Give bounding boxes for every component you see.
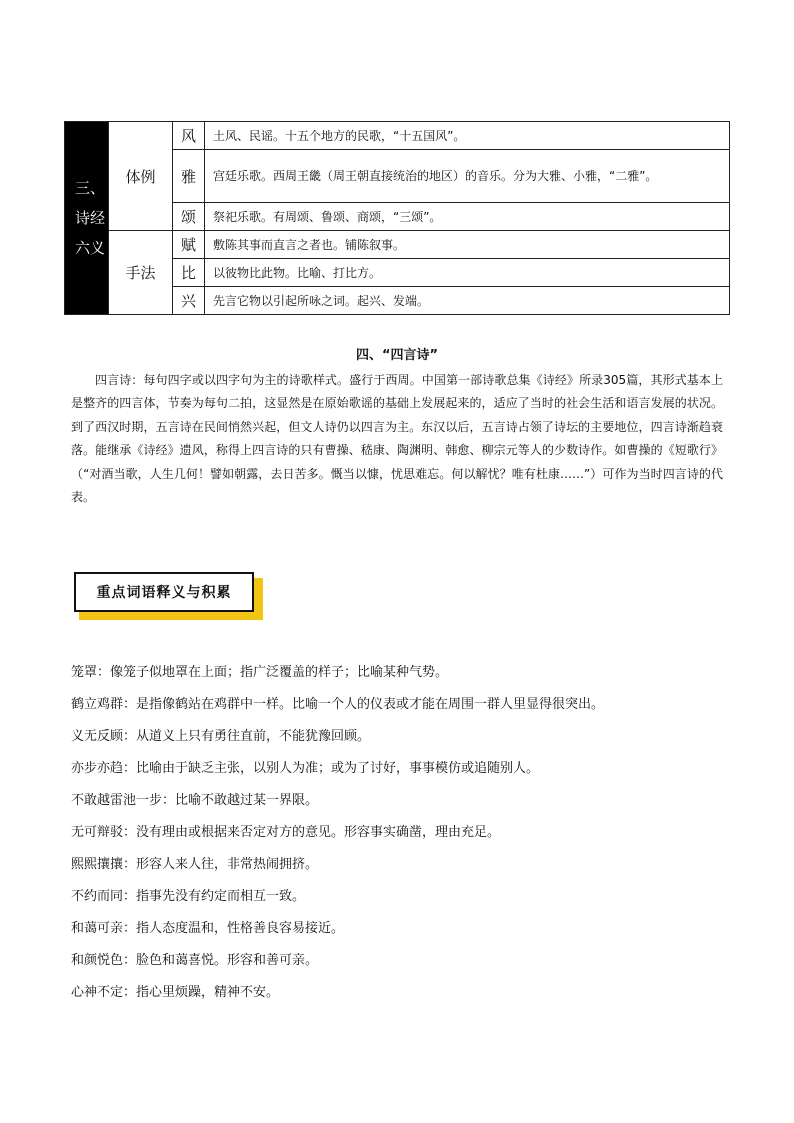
list-item: 不约而同：指事先没有约定而相互一致。 [71, 889, 306, 904]
row-desc: 以彼物比此物。比喻、打比方。 [205, 259, 730, 287]
row-key: 赋 [173, 231, 205, 259]
vocabulary-list [71, 661, 731, 1013]
row-key: 雅 [173, 150, 205, 203]
badge-label: 重点词语释义与积累 [74, 572, 254, 612]
side-label-line: 六义 [75, 239, 106, 257]
row-desc: 先言它物以引起所咏之词。起兴、发端。 [205, 287, 730, 315]
section-badge [74, 572, 266, 624]
row-desc: 土风、民谣。十五个地方的民歌，“十五国风”。 [205, 122, 730, 150]
list-item: 鹤立鸡群：是指像鹤站在鸡群中一样。比喻一个人的仪表或才能在周围一群人里显得很突出。 [71, 697, 605, 712]
list-item: 不敢越雷池一步：比喻不敢越过某一界限。 [71, 793, 319, 808]
row-desc: 祭祀乐歌。有周颂、鲁颂、商颂，“三颂”。 [205, 203, 730, 231]
section-title: 四、“四言诗” [355, 348, 439, 363]
group-label-genre: 体例 [109, 122, 173, 231]
list-item: 和颜悦色：脸色和蔼喜悦。形容和善可亲。 [71, 953, 319, 968]
six-principles-table [64, 121, 730, 315]
side-label-line: 诗经 [75, 209, 106, 227]
list-item: 心神不定：指心里烦躁，精神不安。 [71, 985, 280, 1000]
row-desc: 敷陈其事而直言之者也。铺陈叙事。 [205, 231, 730, 259]
row-key: 比 [173, 259, 205, 287]
section-body-paragraph: 四言诗：每句四字或以四字句为主的诗歌样式。盛行于西周。中国第一部诗歌总集《诗经》所录305篇，其形式基本上是整齐的四言体，节奏为每句二拍，这显然是在原始歌谣的基础上发展起来的，适应了当时的社会生活和语言发展的状况。到了西汉时期，五言诗在民间悄然兴起，但文人诗仍以四言为主。东汉以后，五言诗占领了诗坛的主要地位，四言诗渐趋衰落。能继承《诗经》遗风，称得上四言诗的只有曹操、嵇康、陶渊明、韩愈、柳宗元等人的少数诗作。如曹操的《短歌行》（“对酒当歌，人生几何！譬如朝露，去日苦多。慨当以慷，忧思难忘。何以解忧？唯有杜康……”）可作为当时四言诗的代表。 [71, 373, 723, 505]
list-item: 无可辩驳：没有理由或根据来否定对方的意见。形容事实确凿，理由充足。 [71, 825, 501, 840]
row-key: 风 [173, 122, 205, 150]
row-desc: 宫廷乐歌。西周王畿（周王朝直接统治的地区）的音乐。分为大雅、小雅，“二雅”。 [205, 150, 730, 203]
row-key: 兴 [173, 287, 205, 315]
list-item: 笼罩：像笼子似地罩在上面；指广泛覆盖的样子；比喻某种气势。 [71, 665, 449, 680]
side-label-line: 三、 [75, 179, 106, 197]
list-item: 义无反顾：从道义上只有勇往直前，不能犹豫回顾。 [71, 729, 371, 744]
group-label-technique: 手法 [109, 231, 173, 315]
table-side-label [65, 122, 109, 315]
list-item: 熙熙攘攘：形容人来人往，非常热闹拥挤。 [71, 857, 319, 872]
row-key: 颂 [173, 203, 205, 231]
list-item: 亦步亦趋：比喻由于缺乏主张，以别人为准；或为了讨好，事事模仿或追随别人。 [71, 761, 540, 776]
list-item: 和蔼可亲：指人态度温和，性格善良容易接近。 [71, 921, 345, 936]
